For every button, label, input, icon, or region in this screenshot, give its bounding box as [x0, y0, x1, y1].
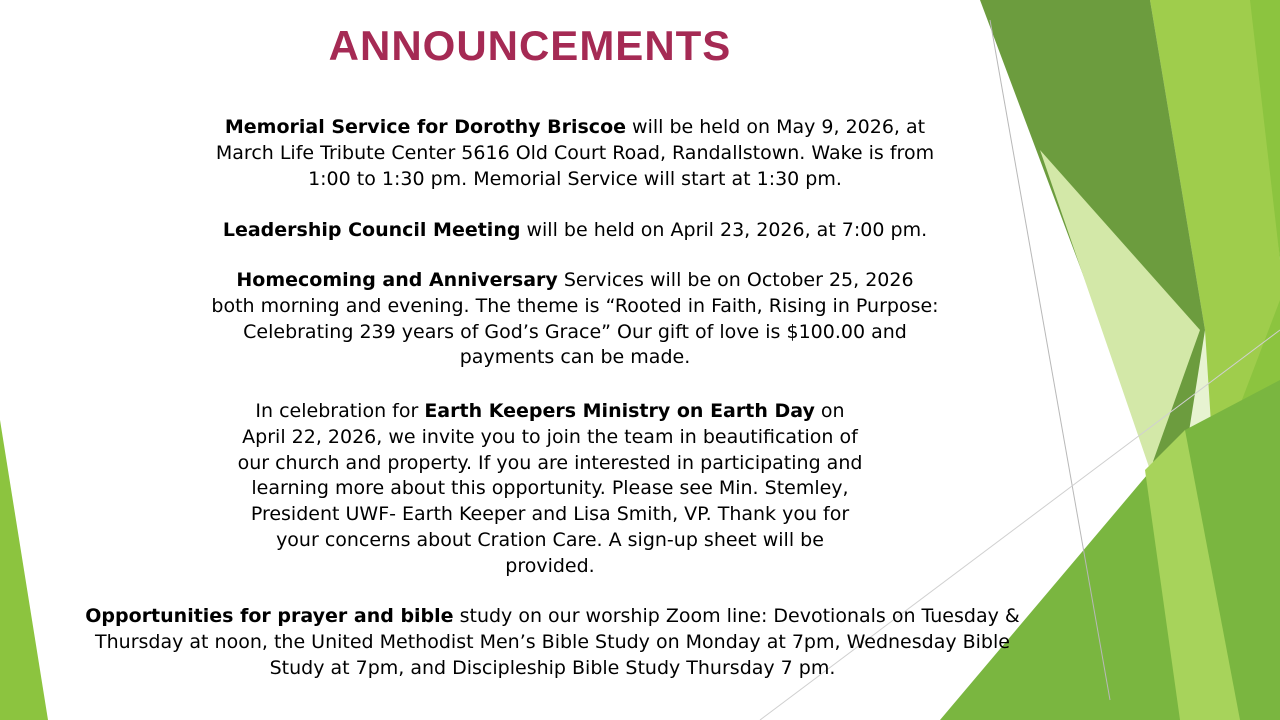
announcement-memorial-service: Memorial Service for Dorothy Briscoe will be held on May 9, 2026, at March Life Tribute Center 5616 Old Court Road, Randallstown. Wake is from 1:00 to 1:30 pm. Memorial Service will start at 1:30 pm.: [215, 116, 935, 190]
announcement-earth-keepers: In celebration for Earth Keepers Ministry on Earth Day on April 22, 2026, we invite you to join the team in beautification of our church and property. If you are interested in participating and learning more about this opportunity. Please see Min. Stemley, President UWF- Earth Keeper and Lisa Smith, VP. Thank you for your concerns about Cration Care. A sign-up sheet will be provided.: [237, 400, 863, 577]
announcement-leadership-council: Leadership Council Meeting will be held on April 23, 2026, at 7:00 pm.: [222, 219, 928, 241]
announcement-bible-study: Opportunities for prayer and bible study on our worship Zoom line: Devotionals on Tuesday & Thursday at noon, the United Methodist Men’s Bible Study on Monday at 7pm, Wednesday Bible Study at 7pm, and Discipleship Bible Study Thursday 7 pm.: [85, 605, 1020, 679]
announcement-homecoming: Homecoming and Anniversary Services will be on October 25, 2026 both morning and evening. The theme is “Rooted in Faith, Rising in Purpose: Celebrating 239 years of God’s Grace” Our gift of love is $100.00 and payments can be made.: [211, 269, 939, 369]
page-title: ANNOUNCEMENTS: [328, 22, 732, 69]
